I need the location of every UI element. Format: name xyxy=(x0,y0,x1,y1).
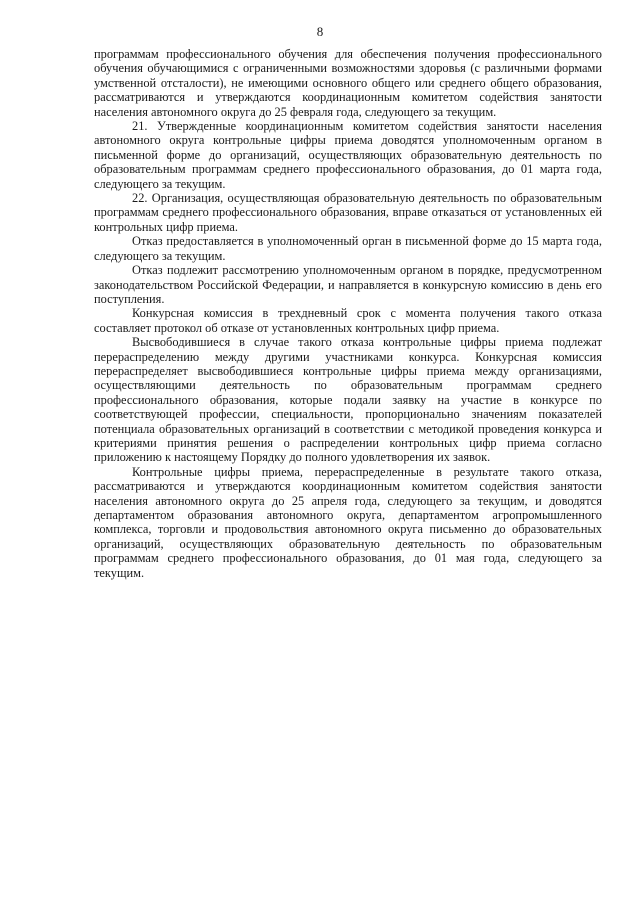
paragraph-continuation: программам профессионального обучения для обеспечения получения профессионального обучения обучающимися с ограниченными возможностями здоровья (с различными формами умственной отсталости), не имеющими основного общего или среднего общего образования, рассматриваются и утверждаются координационным комитетом содействия занятости населения автономного округа до 25 февраля года, следующего за текущим. xyxy=(94,47,602,119)
paragraph-commission-protocol: Конкурсная комиссия в трехдневный срок с момента получения такого отказа составляет протокол об отказе от установленных контрольных цифр приема. xyxy=(94,306,602,335)
page-number: 8 xyxy=(316,24,324,39)
paragraph-item-21: 21. Утвержденные координационным комитетом содействия занятости населения автономного округа контрольные цифры приема доводятся уполномоченным органом в письменной форме до организаций, осуществляющих образовательную деятельность по образовательным программам среднего профессионального образования, до 01 марта года, следующего за текущим. xyxy=(94,119,602,191)
paragraph-redistribution: Высвободившиеся в случае такого отказа контрольные цифры приема подлежат перераспределению между другими участниками конкурса. Конкурсная комиссия перераспределяет высвободившиеся контрольные цифры приема между организациями, осуществляющими деятельность по образовательным программам среднего профессионального образования, которые подали заявку на участие в конкурсе по соответствующей профессии, специальности, пропорционально значениям показателей потенциала образовательных организаций в соответствии с методикой проведения конкурса и критериями принятия решения о распределении контрольных цифр приема согласно приложению к настоящему Порядку до полного удовлетворения их заявок. xyxy=(94,335,602,465)
paragraph-refusal-submission: Отказ предоставляется в уполномоченный орган в письменной форме до 15 марта года, следующего за текущим. xyxy=(94,234,602,263)
paragraph-redistributed-approval: Контрольные цифры приема, перераспределенные в результате такого отказа, рассматриваются и утверждаются координационным комитетом содействия занятости населения автономного округа до 25 апреля года, следующего за текущим, и доводятся департаментом образования автономного округа, департаментом агропромышленного комплекса, торговли и продовольствия автономного округа письменно до образовательных организаций, осуществляющих образовательную деятельность по образовательным программам среднего профессионального образования, до 01 мая года, следующего за текущим. xyxy=(94,464,602,580)
paragraph-refusal-review: Отказ подлежит рассмотрению уполномоченным органом в порядке, предусмотренном законодательством Российской Федерации, и направляется в конкурсную комиссию в день его поступления. xyxy=(94,263,602,306)
document-body xyxy=(94,47,602,580)
paragraph-item-22: 22. Организация, осуществляющая образовательную деятельность по образовательным программам среднего профессионального образования, вправе отказаться от установленных ей контрольных цифр приема. xyxy=(94,191,602,234)
